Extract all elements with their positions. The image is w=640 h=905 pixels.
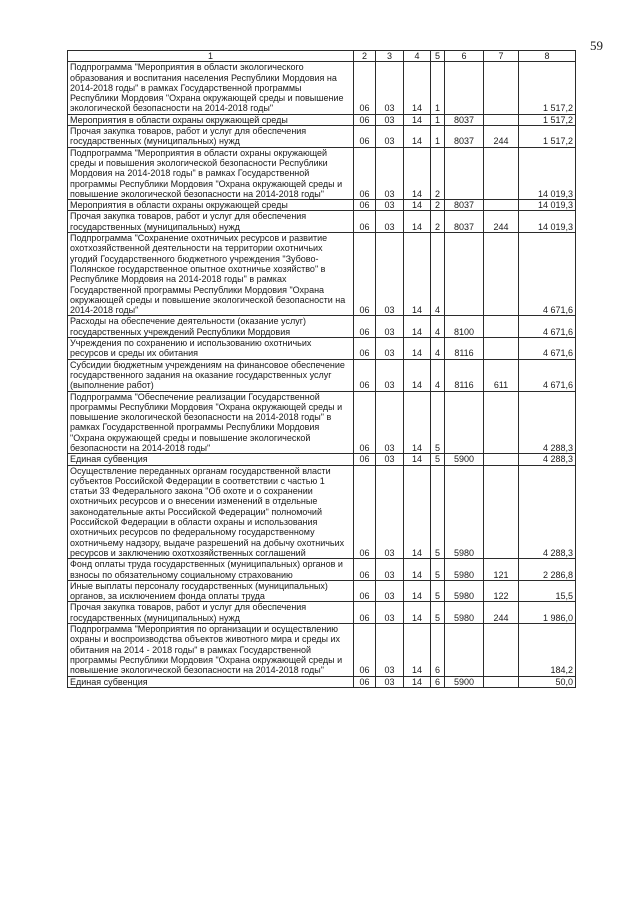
code-expense-type xyxy=(484,147,519,199)
code-subprogram: 2 xyxy=(431,200,445,211)
code-program: 14 xyxy=(404,338,431,360)
table-row xyxy=(68,62,576,114)
table-row xyxy=(68,211,576,233)
amount-value: 15,5 xyxy=(519,580,576,602)
code-subprogram: 6 xyxy=(431,624,445,676)
code-subprogram: 2 xyxy=(431,147,445,199)
code-target: 8037 xyxy=(445,200,484,211)
code-section: 06 xyxy=(354,211,376,233)
code-target: 5980 xyxy=(445,580,484,602)
code-target xyxy=(445,62,484,114)
table-row xyxy=(68,391,576,454)
code-expense-type xyxy=(484,465,519,559)
code-program: 14 xyxy=(404,602,431,624)
code-subprogram: 6 xyxy=(431,676,445,687)
code-expense-type xyxy=(484,676,519,687)
code-target: 5980 xyxy=(445,465,484,559)
table-row xyxy=(68,114,576,125)
code-program: 14 xyxy=(404,211,431,233)
code-section: 06 xyxy=(354,391,376,454)
code-subsection: 03 xyxy=(376,559,404,581)
code-program: 14 xyxy=(404,126,431,148)
code-subprogram: 1 xyxy=(431,62,445,114)
expenditure-name: Иные выплаты персоналу государственных (муниципальных) органов, за исключением фонда оплаты труда xyxy=(68,580,354,602)
code-subsection: 03 xyxy=(376,114,404,125)
code-program: 14 xyxy=(404,359,431,391)
code-section: 06 xyxy=(354,62,376,114)
table-row xyxy=(68,454,576,465)
column-header: 3 xyxy=(376,51,404,62)
code-subsection: 03 xyxy=(376,454,404,465)
code-target: 8037 xyxy=(445,114,484,125)
code-program: 14 xyxy=(404,316,431,338)
code-subsection: 03 xyxy=(376,233,404,316)
code-section: 06 xyxy=(354,602,376,624)
code-expense-type xyxy=(484,316,519,338)
amount-value: 4 671,6 xyxy=(519,338,576,360)
code-subprogram: 5 xyxy=(431,580,445,602)
code-expense-type xyxy=(484,338,519,360)
code-program: 14 xyxy=(404,676,431,687)
amount-value: 4 671,6 xyxy=(519,316,576,338)
table-row xyxy=(68,602,576,624)
code-section: 06 xyxy=(354,465,376,559)
code-program: 14 xyxy=(404,454,431,465)
code-expense-type xyxy=(484,200,519,211)
code-subsection: 03 xyxy=(376,338,404,360)
code-target: 5980 xyxy=(445,559,484,581)
code-subprogram: 2 xyxy=(431,211,445,233)
table-row xyxy=(68,559,576,581)
amount-value: 14 019,3 xyxy=(519,211,576,233)
code-target: 8116 xyxy=(445,338,484,360)
code-target xyxy=(445,147,484,199)
code-subsection: 03 xyxy=(376,359,404,391)
code-subsection: 03 xyxy=(376,200,404,211)
expenditure-name: Учреждения по сохранению и использованию охотничьих ресурсов и среды их обитания xyxy=(68,338,354,360)
code-subsection: 03 xyxy=(376,602,404,624)
expenditure-name: Подпрограмма "Мероприятия по организации и осуществлению охраны и воспроизводства объектов животного мира и среды их обитания на 2014 - 2018 годы" в рамках Государственной программы Республики Мордовия "Охрана окружающей среды и повышение экологической безопасности на 2014-2018 годы" xyxy=(68,624,354,676)
code-subprogram: 5 xyxy=(431,559,445,581)
code-target: 8037 xyxy=(445,126,484,148)
code-section: 06 xyxy=(354,624,376,676)
amount-value: 14 019,3 xyxy=(519,147,576,199)
amount-value: 1 986,0 xyxy=(519,602,576,624)
expenditure-name: Подпрограмма "Мероприятия в области экологического образования и воспитания населения Республики Мордовия на 2014-2018 годы" в рамках Государственной программы Республики Мордовия "Охрана окружающей среды и повышение экологической безопасности на 2014-2018 годы" xyxy=(68,62,354,114)
code-expense-type: 244 xyxy=(484,211,519,233)
code-subsection: 03 xyxy=(376,147,404,199)
code-subsection: 03 xyxy=(376,624,404,676)
code-expense-type xyxy=(484,233,519,316)
code-program: 14 xyxy=(404,580,431,602)
code-expense-type xyxy=(484,624,519,676)
code-target: 5900 xyxy=(445,454,484,465)
column-header: 1 xyxy=(68,51,354,62)
table-row xyxy=(68,676,576,687)
code-target xyxy=(445,391,484,454)
table-row xyxy=(68,624,576,676)
amount-value: 2 286,8 xyxy=(519,559,576,581)
code-subsection: 03 xyxy=(376,465,404,559)
code-subprogram: 5 xyxy=(431,465,445,559)
amount-value: 1 517,2 xyxy=(519,126,576,148)
amount-value: 4 671,6 xyxy=(519,359,576,391)
code-section: 06 xyxy=(354,676,376,687)
code-expense-type: 244 xyxy=(484,126,519,148)
code-subprogram: 5 xyxy=(431,454,445,465)
code-section: 06 xyxy=(354,580,376,602)
code-subprogram: 1 xyxy=(431,114,445,125)
table-row xyxy=(68,465,576,559)
code-target: 8116 xyxy=(445,359,484,391)
expenditure-name: Подпрограмма "Обеспечение реализации Государственной программы Республики Мордовия "Охрана окружающей среды и повышение экологической безопасности на 2014-2018 годы" в рамках Государственной программы Республики Мордовия "Охрана окружающей среды и повышение экологической безопасности на 2014-2018 годы" xyxy=(68,391,354,454)
code-expense-type xyxy=(484,391,519,454)
code-expense-type: 121 xyxy=(484,559,519,581)
column-header: 7 xyxy=(484,51,519,62)
header-row xyxy=(68,51,576,62)
expenditure-name: Осуществление переданных органам государственной власти субъектов Российской Федерации в соответствии с частью 1 статьи 33 Федерального закона "Об охоте и о сохранении охотничьих ресурсов и о внесении изменений в отдельные законодательные акты Российской Федерации" полномочий Российской Федерации в области охраны и использования охотничьих ресурсов по федеральному государственному охотничьему надзору, выдаче разрешений на добычу охотничьих ресурсов и заключению охотхозяйственных соглашений xyxy=(68,465,354,559)
expenditure-name: Мероприятия в области охраны окружающей среды xyxy=(68,114,354,125)
code-subsection: 03 xyxy=(376,391,404,454)
code-subprogram: 5 xyxy=(431,602,445,624)
code-subprogram: 4 xyxy=(431,359,445,391)
expenditure-name: Единая субвенция xyxy=(68,454,354,465)
amount-value: 184,2 xyxy=(519,624,576,676)
expenditure-name: Подпрограмма "Сохранение охотничьих ресурсов и развитие охотхозяйственной деятельности на территории охотничьих угодий Государственного бюджетного учреждения "Зубово-Полянское государственное опытное охотничье хозяйство" в Республике Мордовия на 2014-2018 годы" в рамках Государственной программы Республики Мордовия "Охрана окружающей среды и повышение экологической безопасности на 2014-2018 годы" xyxy=(68,233,354,316)
code-expense-type: 611 xyxy=(484,359,519,391)
code-subprogram: 4 xyxy=(431,338,445,360)
code-section: 06 xyxy=(354,147,376,199)
column-header: 6 xyxy=(445,51,484,62)
code-subsection: 03 xyxy=(376,126,404,148)
code-target: 5900 xyxy=(445,676,484,687)
code-target xyxy=(445,233,484,316)
expenditure-name: Фонд оплаты труда государственных (муниципальных) органов и взносы по обязательному социальному страхованию xyxy=(68,559,354,581)
code-expense-type xyxy=(484,454,519,465)
expenditure-name: Субсидии бюджетным учреждениям на финансовое обеспечение государственного задания на оказание государственных услуг (выполнение работ) xyxy=(68,359,354,391)
code-target: 5980 xyxy=(445,602,484,624)
table-row xyxy=(68,147,576,199)
table-row xyxy=(68,338,576,360)
code-program: 14 xyxy=(404,465,431,559)
code-subprogram: 4 xyxy=(431,316,445,338)
code-section: 06 xyxy=(354,200,376,211)
amount-value: 4 288,3 xyxy=(519,465,576,559)
code-expense-type xyxy=(484,114,519,125)
code-subprogram: 1 xyxy=(431,126,445,148)
code-subsection: 03 xyxy=(376,316,404,338)
code-section: 06 xyxy=(354,454,376,465)
code-subprogram: 4 xyxy=(431,233,445,316)
table-row xyxy=(68,200,576,211)
code-subsection: 03 xyxy=(376,676,404,687)
code-expense-type xyxy=(484,62,519,114)
code-section: 06 xyxy=(354,359,376,391)
table-row xyxy=(68,233,576,316)
code-section: 06 xyxy=(354,559,376,581)
code-section: 06 xyxy=(354,233,376,316)
column-header: 8 xyxy=(519,51,576,62)
code-subsection: 03 xyxy=(376,62,404,114)
code-target: 8037 xyxy=(445,211,484,233)
expenditure-name: Подпрограмма "Мероприятия в области охраны окружающей среды и повышения экологической безопасности Республики Мордовия на 2014-2018 годы" в рамках Государственной программы Республики Мордовия "Охрана окружающей среды и повышение экологической безопасности на 2014-2018 годы" xyxy=(68,147,354,199)
code-section: 06 xyxy=(354,114,376,125)
code-target: 8100 xyxy=(445,316,484,338)
code-program: 14 xyxy=(404,391,431,454)
expenditure-name: Расходы на обеспечение деятельности (оказание услуг) государственных учреждений Республики Мордовия xyxy=(68,316,354,338)
amount-value: 50,0 xyxy=(519,676,576,687)
table-row xyxy=(68,316,576,338)
amount-value: 4 288,3 xyxy=(519,454,576,465)
table-row xyxy=(68,580,576,602)
code-expense-type: 244 xyxy=(484,602,519,624)
code-subsection: 03 xyxy=(376,580,404,602)
expenditure-name: Единая субвенция xyxy=(68,676,354,687)
code-program: 14 xyxy=(404,147,431,199)
column-header: 5 xyxy=(431,51,445,62)
code-program: 14 xyxy=(404,62,431,114)
code-program: 14 xyxy=(404,200,431,211)
code-program: 14 xyxy=(404,559,431,581)
code-section: 06 xyxy=(354,316,376,338)
code-expense-type: 122 xyxy=(484,580,519,602)
page-number: 59 xyxy=(590,38,603,53)
budget-table xyxy=(67,50,576,688)
column-header: 2 xyxy=(354,51,376,62)
amount-value: 14 019,3 xyxy=(519,200,576,211)
column-header: 4 xyxy=(404,51,431,62)
amount-value: 1 517,2 xyxy=(519,114,576,125)
code-subsection: 03 xyxy=(376,211,404,233)
code-target xyxy=(445,624,484,676)
amount-value: 4 288,3 xyxy=(519,391,576,454)
amount-value: 4 671,6 xyxy=(519,233,576,316)
code-subprogram: 5 xyxy=(431,391,445,454)
expenditure-name: Мероприятия в области охраны окружающей среды xyxy=(68,200,354,211)
table-row xyxy=(68,126,576,148)
expenditure-name: Прочая закупка товаров, работ и услуг для обеспечения государственных (муниципальных) нужд xyxy=(68,602,354,624)
code-program: 14 xyxy=(404,233,431,316)
table-row xyxy=(68,359,576,391)
amount-value: 1 517,2 xyxy=(519,62,576,114)
expenditure-name: Прочая закупка товаров, работ и услуг для обеспечения государственных (муниципальных) нужд xyxy=(68,126,354,148)
code-section: 06 xyxy=(354,126,376,148)
code-section: 06 xyxy=(354,338,376,360)
code-program: 14 xyxy=(404,114,431,125)
code-program: 14 xyxy=(404,624,431,676)
expenditure-name: Прочая закупка товаров, работ и услуг для обеспечения государственных (муниципальных) нужд xyxy=(68,211,354,233)
